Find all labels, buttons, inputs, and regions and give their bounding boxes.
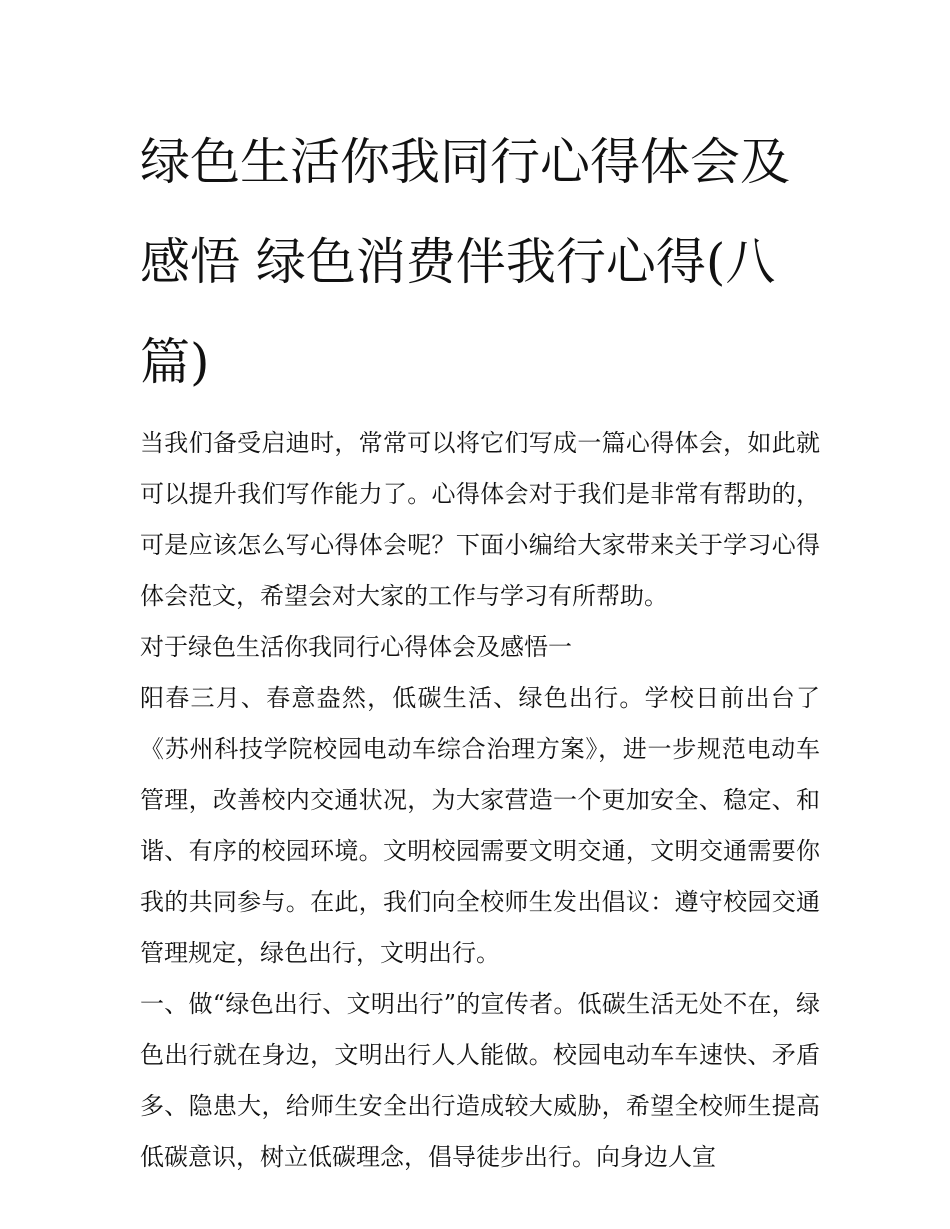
body-paragraph: 阳春三月、春意盎然，低碳生活、绿色出行。学校日前出台了《苏州科技学院校园电动车综合治理方案》，进一步规范电动车管理，改善校内交通状况，为大家营造一个更加安全、稳定、和谐、有序的校园环境。文明校园需要文明交通，文明交通需要你我的共同参与。在此，我们向全校师生发出倡议：遵守校园交通管理规定，绿色出行，文明出行。 (140, 684, 820, 967)
section-heading: 对于绿色生活你我同行心得体会及感悟一 (140, 633, 572, 661)
body-paragraph: 一、做“绿色出行、文明出行”的宣传者。低碳生活无处不在，绿色出行就在身边，文明出行人人能做。校园电动车车速快、矛盾多、隐患大，给师生安全出行造成较大威胁，希望全校师生提高低碳意识，树立低碳理念，倡导徒步出行。向身边人宣 (140, 990, 820, 1171)
document-title: 绿色生活你我同行心得体会及感悟 绿色消费伴我行心得(八篇) (140, 133, 790, 391)
document-page (140, 112, 820, 1183)
intro-paragraph: 当我们备受启迪时，常常可以将它们写成一篇心得体会，如此就可以提升我们写作能力了。心得体会对于我们是非常有帮助的，可是应该怎么写心得体会呢？下面小编给大家带来关于学习心得体会范文，希望会对大家的工作与学习有所帮助。 (140, 429, 820, 610)
